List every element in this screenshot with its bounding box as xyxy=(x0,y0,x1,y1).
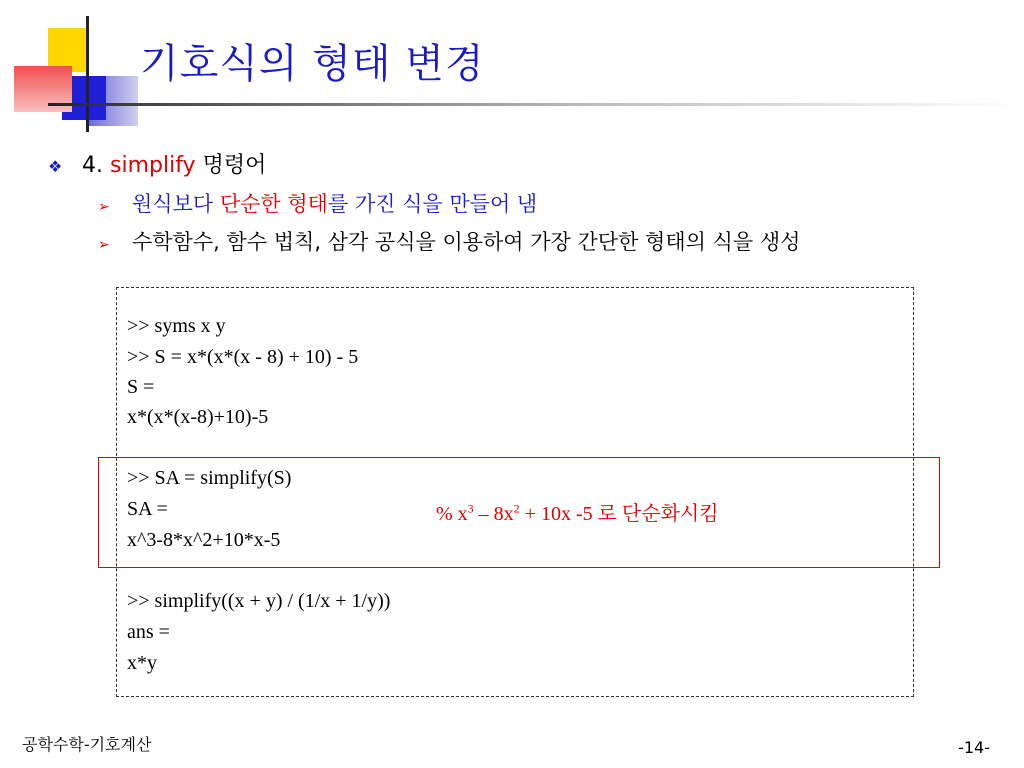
item-keyword: simplify xyxy=(110,153,196,178)
four-diamond-bullet-icon: ❖ xyxy=(48,157,63,176)
note-exponent: 2 xyxy=(513,501,520,516)
code-line: x^3-8*x^2+10*x-5 xyxy=(127,529,281,551)
bullet-item-simplify xyxy=(48,148,266,179)
arrowhead-bullet-icon: ➢ xyxy=(98,237,110,253)
code-line: S = xyxy=(127,376,155,398)
item-rest: 명령어 xyxy=(195,153,267,178)
sub1-pre: 원식보다 xyxy=(132,192,220,216)
simplify-comment xyxy=(436,497,719,526)
code-line: >> SA = simplify(S) xyxy=(127,467,292,489)
code-line: >> simplify((x + y) / (1/x + 1/y)) xyxy=(127,590,391,612)
footer-course-title: 공학수학-기호계산 xyxy=(22,735,152,754)
code-line: >> S = x*(x*(x - 8) + 10) - 5 xyxy=(127,346,359,368)
page-number: -14- xyxy=(958,738,990,757)
code-line: x*y xyxy=(127,652,157,674)
sub2-text: 수학함수, 함수 법칙, 삼각 공식을 이용하여 가장 간단한 형태의 식을 생성 xyxy=(132,230,801,254)
note-exponent: 3 xyxy=(467,501,474,516)
slide-title: 기호식의 형태 변경 xyxy=(140,41,485,87)
logo-vertical-line xyxy=(86,16,89,132)
code-line: x*(x*(x-8)+10)-5 xyxy=(127,406,269,428)
item-number: 4. xyxy=(82,153,103,178)
sub1-red: 단순한 형태 xyxy=(219,192,328,216)
title-underline xyxy=(48,103,1018,106)
note-part: % x xyxy=(436,503,468,525)
code-line: ans = xyxy=(127,621,170,643)
sub1-post: 를 가진 식을 만들어 냄 xyxy=(327,192,538,216)
arrowhead-bullet-icon: ➢ xyxy=(98,199,110,215)
sub-bullet-2 xyxy=(98,226,800,256)
code-line: SA = xyxy=(127,498,168,520)
code-line: >> syms x y xyxy=(127,315,226,337)
note-part: + 10x -5 로 단순화시킴 xyxy=(519,503,719,525)
note-part: – 8x xyxy=(473,503,514,525)
sub-bullet-1 xyxy=(98,188,537,218)
